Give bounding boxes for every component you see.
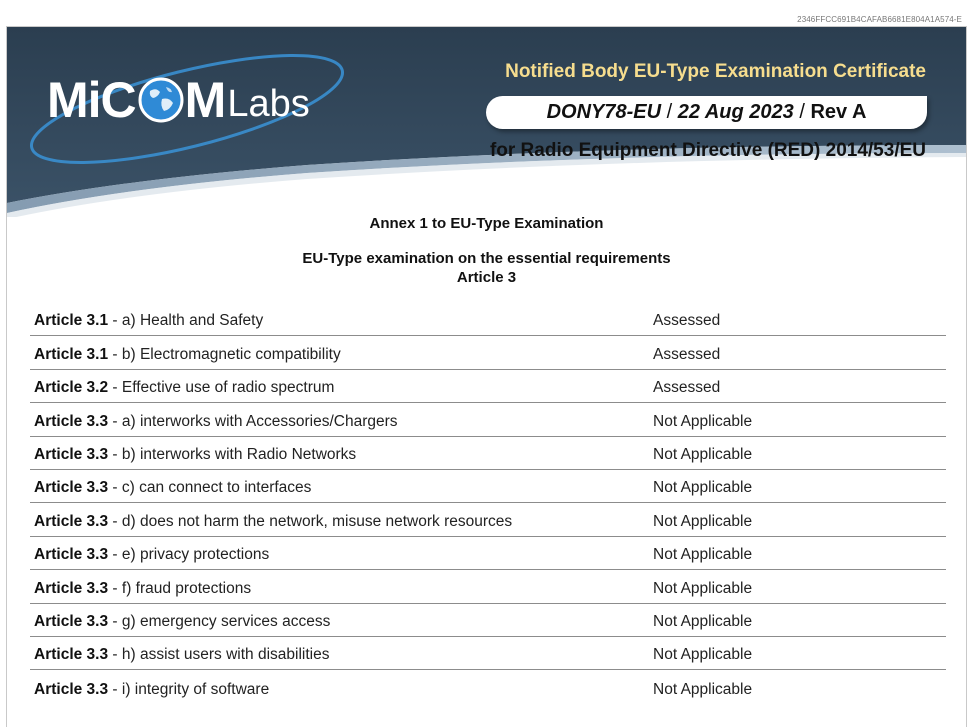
table-row	[30, 470, 946, 503]
article-description: - d) does not harm the network, misuse network resources	[108, 512, 513, 530]
article-number: Article 3.3	[34, 445, 109, 463]
article-status: Not Applicable	[653, 646, 753, 664]
table-row	[30, 403, 946, 436]
table-row	[30, 637, 946, 670]
table-row	[30, 503, 946, 536]
article-number: Article 3.3	[34, 512, 109, 530]
table-row	[30, 336, 946, 369]
section-title	[7, 249, 966, 287]
logo-text-c: C	[100, 72, 136, 128]
article-number: Article 3.2	[34, 379, 109, 397]
separator-2: /	[799, 101, 805, 123]
article-number: Article 3.3	[34, 412, 109, 430]
article-number: Article 3.3	[34, 680, 109, 698]
certificate-page	[6, 26, 967, 727]
article-status: Assessed	[653, 379, 721, 397]
article-description: - a) Health and Safety	[108, 312, 264, 330]
notified-body-title: Notified Body EU-Type Examination Certificate	[505, 61, 926, 82]
article-description: - e) privacy protections	[108, 546, 270, 564]
table-row	[30, 670, 946, 703]
article-status: Not Applicable	[653, 612, 753, 630]
logo-text-m: M	[184, 72, 226, 128]
separator-1: /	[666, 101, 673, 123]
article-description: - c) can connect to interfaces	[108, 479, 312, 497]
annex-number: 1	[419, 215, 428, 232]
directive-line: for Radio Equipment Directive (RED) 2014/53/EU	[489, 140, 926, 161]
document-id: 2346FFCC691B4CAFAB6681E804A1A574-E	[797, 15, 962, 24]
article-status: Not Applicable	[653, 445, 753, 463]
annex-title	[7, 215, 966, 232]
certificate-number: DONY78-EU	[546, 101, 662, 123]
table-row	[30, 537, 946, 570]
certificate-revision: Rev A	[810, 101, 867, 123]
article-number: Article 3.3	[34, 479, 109, 497]
article-status: Assessed	[653, 345, 721, 363]
article-number: Article 3.3	[34, 579, 109, 597]
section-title-line1: EU-Type examination on the essential requirements	[302, 250, 671, 267]
article-description: - i) integrity of software	[108, 680, 270, 698]
globe-icon	[138, 77, 184, 123]
certificate-date: 22 Aug 2023	[677, 101, 794, 123]
logo-text-mi: Mi	[47, 72, 101, 128]
article-status: Not Applicable	[653, 579, 753, 597]
article-description: - Effective use of radio spectrum	[108, 379, 335, 397]
table-row	[30, 437, 946, 470]
article-description: - a) interworks with Accessories/Chargers	[108, 412, 398, 430]
article-number: Article 3.3	[34, 612, 109, 630]
micom-labs-logo	[47, 72, 310, 128]
table-row	[30, 370, 946, 403]
article-number: Article 3.1	[34, 345, 109, 363]
articles-table	[30, 303, 946, 704]
table-row	[30, 570, 946, 603]
article-number: Article 3.3	[34, 646, 109, 664]
section-title-line2: Article 3	[456, 269, 517, 286]
logo-text-labs: Labs	[227, 83, 310, 125]
article-status: Not Applicable	[653, 512, 753, 530]
article-description: - g) emergency services access	[108, 612, 331, 630]
article-number: Article 3.1	[34, 312, 109, 330]
article-status: Not Applicable	[653, 680, 753, 698]
article-description: - b) interworks with Radio Networks	[108, 445, 357, 463]
article-description: - f) fraud protections	[108, 579, 252, 597]
article-description: - b) Electromagnetic compatibility	[108, 345, 341, 363]
certificate-id-banner	[486, 96, 927, 129]
annex-rest: to EU-Type Examination	[432, 215, 604, 232]
article-status: Not Applicable	[653, 479, 753, 497]
article-status: Assessed	[653, 312, 721, 330]
annex-label: Annex	[369, 215, 416, 232]
article-number: Article 3.3	[34, 546, 109, 564]
table-row	[30, 303, 946, 336]
article-status: Not Applicable	[653, 546, 753, 564]
table-row	[30, 604, 946, 637]
article-description: - h) assist users with disabilities	[108, 646, 330, 664]
article-status: Not Applicable	[653, 412, 753, 430]
